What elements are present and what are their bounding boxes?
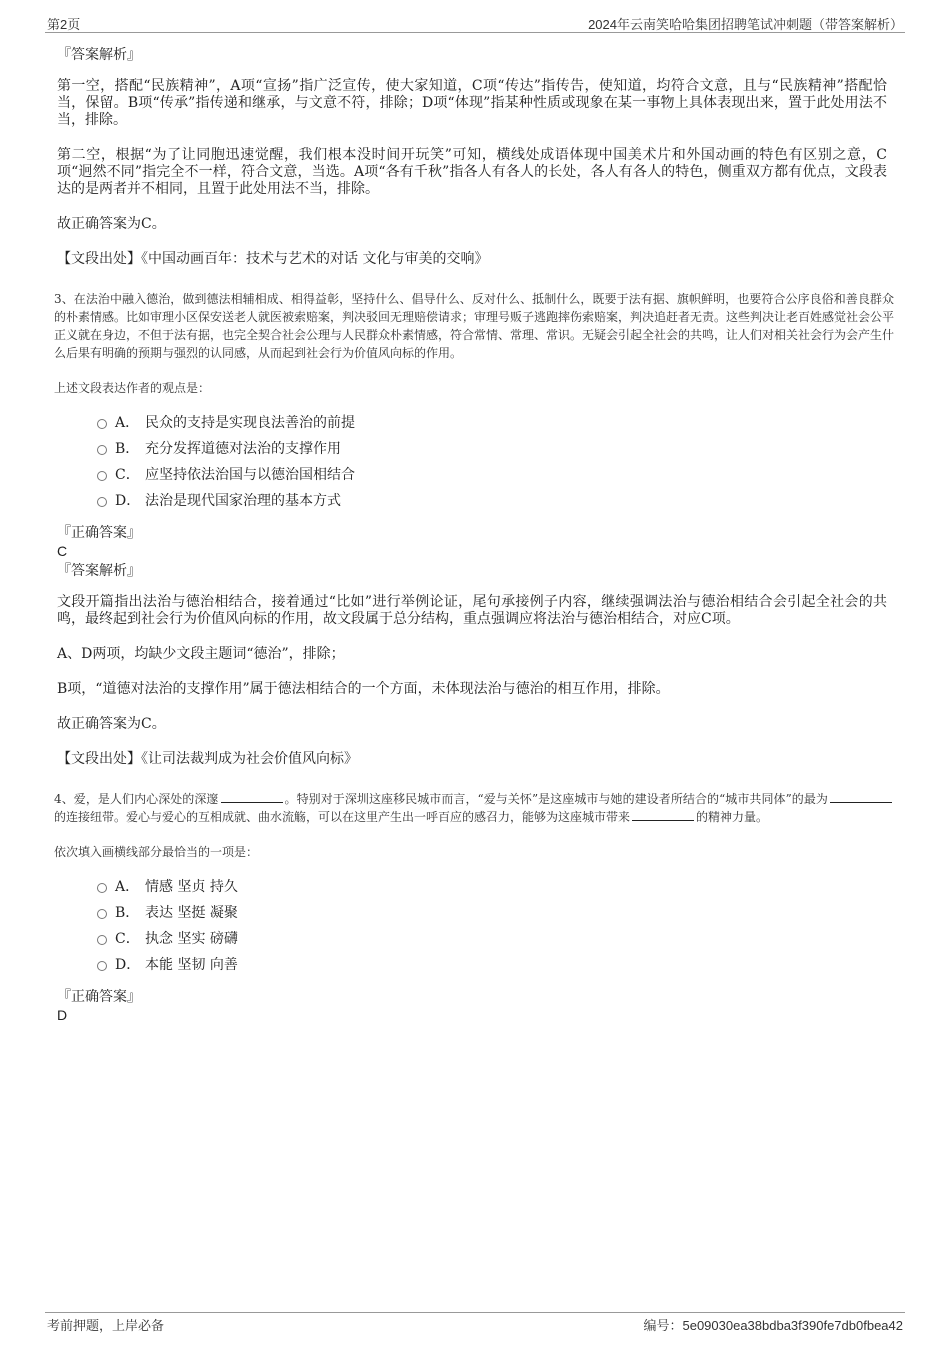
- question-3-prompt: 上述文段表达作者的观点是：: [54, 381, 211, 395]
- passage-source: 【文段出处】《让司法裁判成为社会价值风向标》: [57, 751, 358, 767]
- answer-conclusion: 故正确答案为C。: [57, 716, 166, 732]
- analysis-paragraph: B项，“道德对法治的支撑作用”属于德法相结合的一个方面，未体现法治与德治的相互作用，排除。: [57, 681, 670, 697]
- radio-icon[interactable]: [97, 909, 107, 919]
- page-header: [45, 14, 905, 33]
- page-number: 第2页: [47, 17, 81, 32]
- analysis-label: 『答案解析』: [57, 47, 141, 63]
- fill-blank: [221, 790, 283, 803]
- fill-blank: [632, 808, 694, 821]
- page-content: [54, 46, 895, 1026]
- correct-answer-label: 『正确答案』: [57, 525, 141, 541]
- radio-icon[interactable]: [97, 935, 107, 945]
- passage-source: 【文段出处】《中国动画百年：技术与艺术的对话 文化与审美的交响》: [57, 251, 489, 267]
- radio-icon[interactable]: [97, 497, 107, 507]
- fill-blank: [830, 790, 892, 803]
- analysis-label: 『答案解析』: [57, 563, 141, 579]
- option-a[interactable]: A． 情感 坚贞 持久: [97, 874, 887, 900]
- analysis-paragraph: 第一空，搭配“民族精神”，A项“宣扬”指广泛宣传，使大家知道，C项“传达”指传告，使知道，均符合文意，且与“民族精神”搭配恰当，保留。B项“传承”指传递和继承，与文意不符，排除；D项“体现”指某种性质或现象在某一事物上具体表现出来，置于此处用法不当，排除。: [57, 78, 887, 128]
- question-3-options: [97, 410, 887, 514]
- radio-icon[interactable]: [97, 471, 107, 481]
- option-c[interactable]: C． 执念 坚实 磅礴: [97, 926, 887, 952]
- option-a[interactable]: A． 民众的支持是实现良法善治的前提: [97, 410, 887, 436]
- document-title: 2024年云南笑哈哈集团招聘笔试冲刺题（带答案解析）: [588, 17, 903, 32]
- radio-icon[interactable]: [97, 961, 107, 971]
- analysis-paragraph: A、D两项，均缺少文段主题词“德治”，排除；: [57, 646, 345, 662]
- correct-answer: D: [57, 1007, 68, 1023]
- answer-conclusion: 故正确答案为C。: [57, 216, 166, 232]
- analysis-paragraph: 第二空，根据“为了让同胞迅速觉醒，我们根本没时间开玩笑”可知，横线处成语体现中国美术片和外国动画的特色有区别之意，C项“迥然不同”指完全不一样，符合文意，当选。A项“各有千秋”指各人有各人的长处，各人有各人的特色，侧重双方都有优点，文段表达的是两者并不相同，且置于此处用法不当，排除。: [57, 147, 887, 197]
- analysis-paragraph: 文段开篇指出法治与德治相结合，接着通过“比如”进行举例论证，尾句承接例子内容，继续强调法治与德治相结合会引起全社会的共鸣，最终起到社会行为价值风向标的作用，故文段属于总分结构，重点强调应将法治与德治相结合，对应C项。: [57, 594, 887, 627]
- page-footer: [45, 1312, 905, 1333]
- option-b[interactable]: B． 充分发挥道德对法治的支撑作用: [97, 436, 887, 462]
- footer-slogan: 考前押题，上岸必备: [47, 1318, 165, 1333]
- option-b[interactable]: B． 表达 坚挺 凝聚: [97, 900, 887, 926]
- option-c[interactable]: C． 应坚持依法治国与以德治国相结合: [97, 462, 887, 488]
- question-3-text: 3、在法治中融入德治，做到德法相辅相成、相得益彰，坚持什么、倡导什么、反对什么、抵制什么，既要于法有据、旗帜鲜明，也要符合公序良俗和善良群众的朴素情感。比如审理小区保安送老人就医被索赔案，判决驳回无理赔偿请求；审理号贩子逃跑摔伤索赔案，判决追赶者无责。这些判决让老百姓感觉社会公平正义就在身边，不但于法有据，也完全契合社会公理与人民群众朴素情感，符合常情、常理、常识。无疑会引起全社会的共鸣，让人们对相关社会行为会产生什么后果有明确的预期与强烈的认同感，从而起到社会行为价值风向标的作用。: [54, 292, 895, 360]
- option-d[interactable]: D． 本能 坚韧 向善: [97, 952, 887, 978]
- correct-answer: C: [57, 543, 68, 559]
- correct-answer-label: 『正确答案』: [57, 989, 141, 1005]
- radio-icon[interactable]: [97, 419, 107, 429]
- question-4-text: 4、爱，是人们内心深处的深邃 。特别对于深圳这座移民城市而言，“爱与关怀”是这座城市与她的建设者所结合的“城市共同体”的最为的连接纽带。爱心与爱心的互相成就、曲水流觞，可以在这里产生出一呼百应的感召力，能够为这座城市带来 的精神力量。: [54, 790, 894, 826]
- question-4-options: [97, 874, 887, 978]
- question-4-prompt: 依次填入画横线部分最恰当的一项是：: [54, 845, 259, 859]
- option-d[interactable]: D． 法治是现代国家治理的基本方式: [97, 488, 887, 514]
- radio-icon[interactable]: [97, 883, 107, 893]
- radio-icon[interactable]: [97, 445, 107, 455]
- document-id: 编号：5e09030ea38bdba3f390fe7db0fbea42: [643, 1318, 903, 1333]
